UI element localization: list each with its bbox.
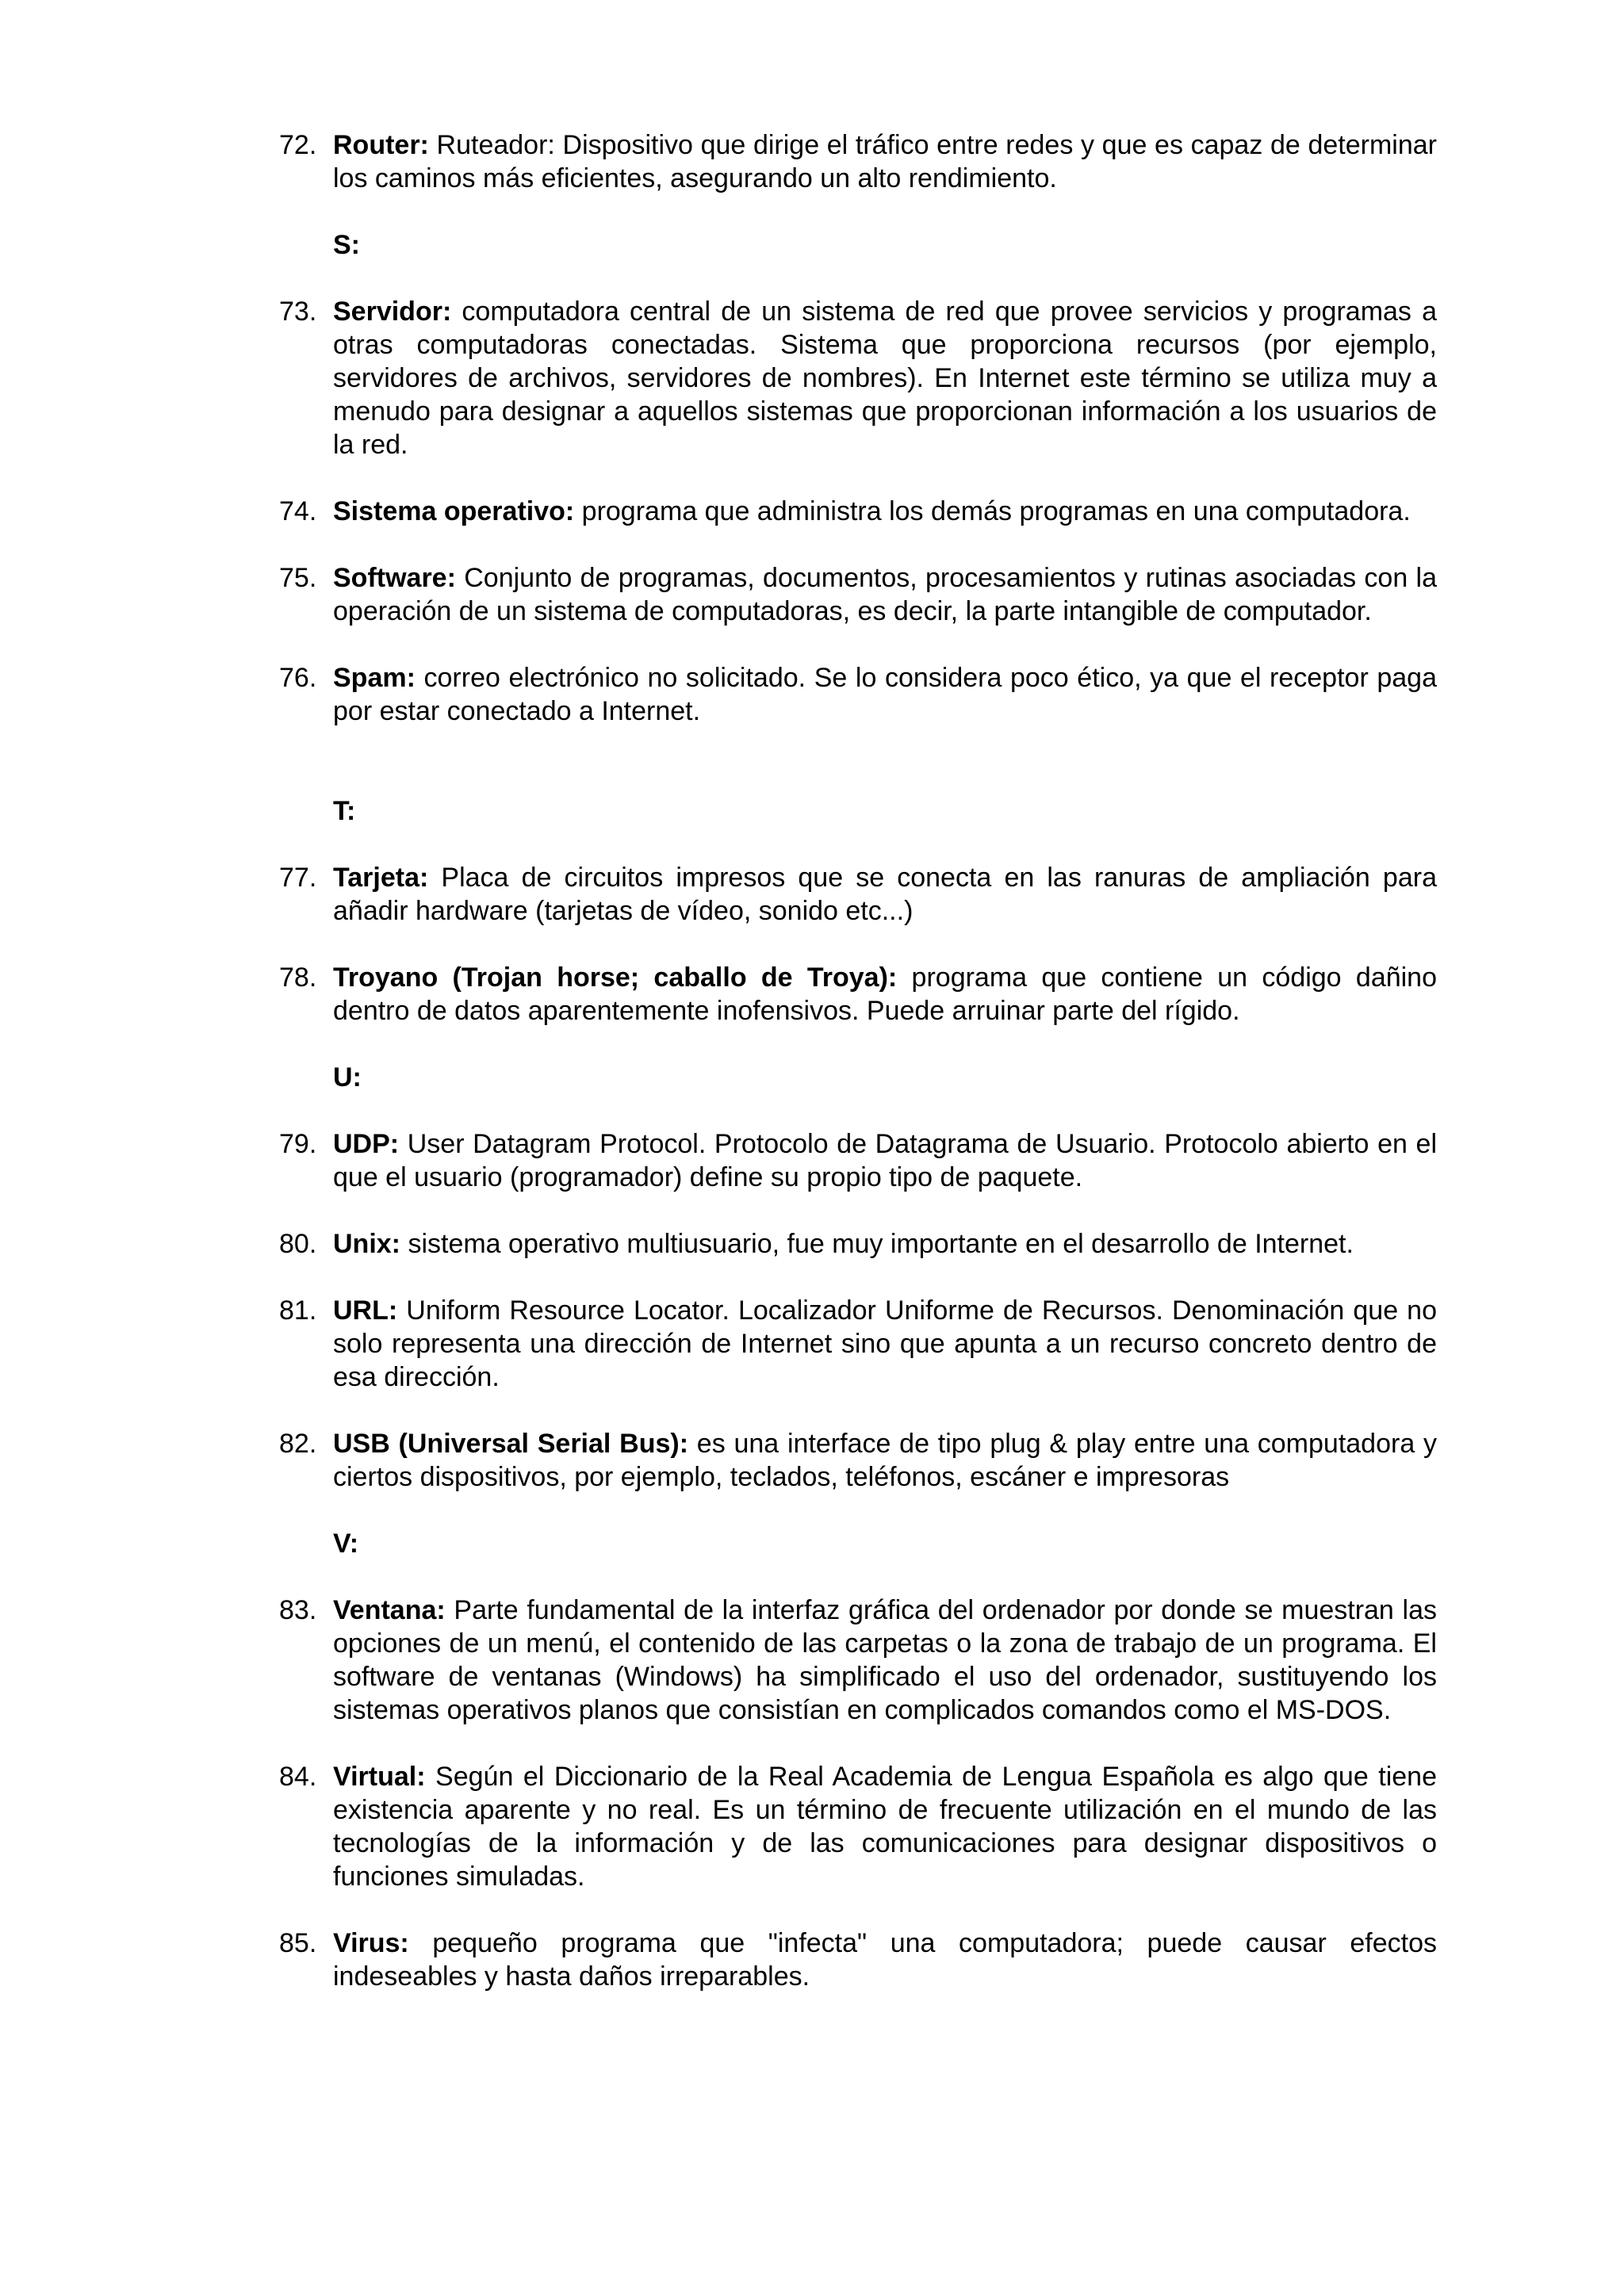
entry-number: 75. [279,563,317,593]
entry-definition: Placa de circuitos impresos que se conecta en las ranuras de ampliación para añadir hardware (tarjetas de vídeo, sonido etc...) [333,863,1437,926]
entry-definition: Ruteador: Dispositivo que dirige el tráfico entre redes y que es capaz de determinar los caminos más eficientes, asegurando un alto rendimiento. [333,130,1437,193]
entry-number: 84. [279,1762,317,1792]
glossary-entry [279,1294,1437,1394]
glossary-entry [279,1760,1437,1893]
entry-definition: pequeño programa que "infecta" una computadora; puede causar efectos indeseables y hasta daños irreparables. [333,1928,1437,1992]
entry-definition: Uniform Resource Locator. Localizador Uniforme de Recursos. Denominación que no solo representa una dirección de Internet sino que apunta a un recurso concreto dentro de esa dirección. [333,1295,1437,1392]
entry-number: 82. [279,1429,317,1459]
glossary-entry [279,861,1437,928]
entry-definition: Conjunto de programas, documentos, procesamientos y rutinas asociadas con la operación de un sistema de computadoras, es decir, la parte intangible de computador. [333,563,1437,626]
entry-term: Software: [333,563,456,593]
entry-definition: es una interface de tipo plug & play entre una computadora y ciertos dispositivos, por ejemplo, teclados, teléfonos, escáner e impresoras [333,1429,1437,1492]
section-letter-v: V: [333,1529,359,1559]
entry-term: UDP: [333,1129,400,1159]
section-letter-s: S: [333,230,360,260]
glossary-entry [279,1127,1437,1194]
entry-term: USB (Universal Serial Bus): [333,1429,689,1459]
entry-number: 72. [279,130,317,160]
entry-term: Troyano (Trojan horse; caballo de Troya): [333,962,898,993]
section-letter-u: U: [333,1062,362,1093]
entry-definition: correo electrónico no solicitado. Se lo considera poco ético, ya que el receptor paga por estar conectado a Internet. [333,663,1437,726]
entry-term: Unix: [333,1229,400,1259]
glossary-entry [279,1927,1437,1993]
entry-term: Tarjeta: [333,863,429,893]
entry-number: 83. [279,1595,317,1625]
entry-term: URL: [333,1295,398,1326]
entry-term: Spam: [333,663,416,693]
entry-definition: sistema operativo multiusuario, fue muy importante en el desarrollo de Internet. [400,1229,1354,1259]
entry-term: Virtual: [333,1762,426,1792]
glossary-entry [279,961,1437,1027]
entry-definition: User Datagram Protocol. Protocolo de Datagrama de Usuario. Protocolo abierto en el que el usuario (programador) define su propio tipo de paquete. [333,1129,1437,1192]
glossary-body [279,128,1437,1993]
glossary-entry [279,295,1437,461]
entry-number: 80. [279,1229,317,1259]
entry-definition: Parte fundamental de la interfaz gráfica del ordenador por donde se muestran las opciones de un menú, el contenido de las carpetas o la zona de trabajo de un programa. El software de ventanas (Windows) ha simplificado el uso del ordenador, sustituyendo los sistemas operativos planos que consistían en complicados comandos como el MS-DOS. [333,1595,1437,1725]
entry-number: 73. [279,297,317,327]
entry-number: 74. [279,496,317,526]
section-letter-t: T: [333,796,356,826]
glossary-entry [279,561,1437,628]
entry-definition: computadora central de un sistema de red que provee servicios y programas a otras computadoras conectadas. Sistema que proporciona recursos (por ejemplo, servidores de archivos, servidores de nombres). En Internet este término se utiliza muy a menudo para designar a aquellos sistemas que proporcionan información a los usuarios de la red. [333,297,1437,460]
entry-term: Sistema operativo: [333,496,575,526]
entry-definition: Según el Diccionario de la Real Academia de Lengua Española es algo que tiene existencia aparente y no real. Es un término de frecuente utilización en el mundo de las tecnologías de la información y de las comunicaciones para designar dispositivos o funciones simuladas. [333,1762,1437,1892]
entry-number: 78. [279,962,317,993]
glossary-entry [279,1427,1437,1494]
glossary-entry [279,661,1437,728]
entry-number: 81. [279,1295,317,1326]
entry-number: 79. [279,1129,317,1159]
entry-definition: programa que administra los demás programas en una computadora. [574,496,1411,526]
glossary-entry [279,128,1437,195]
glossary-entry [279,1227,1437,1261]
entry-number: 77. [279,863,317,893]
entry-term: Servidor: [333,297,452,327]
glossary-entry [279,1594,1437,1727]
entry-term: Virus: [333,1928,409,1958]
entry-definition: programa que contiene un código dañino dentro de datos aparentemente inofensivos. Puede arruinar parte del rígido. [333,962,1438,1026]
entry-term: Ventana: [333,1595,446,1625]
entry-number: 76. [279,663,317,693]
entry-term: Router: [333,130,429,160]
entry-number: 85. [279,1928,317,1958]
glossary-entry [279,495,1437,528]
